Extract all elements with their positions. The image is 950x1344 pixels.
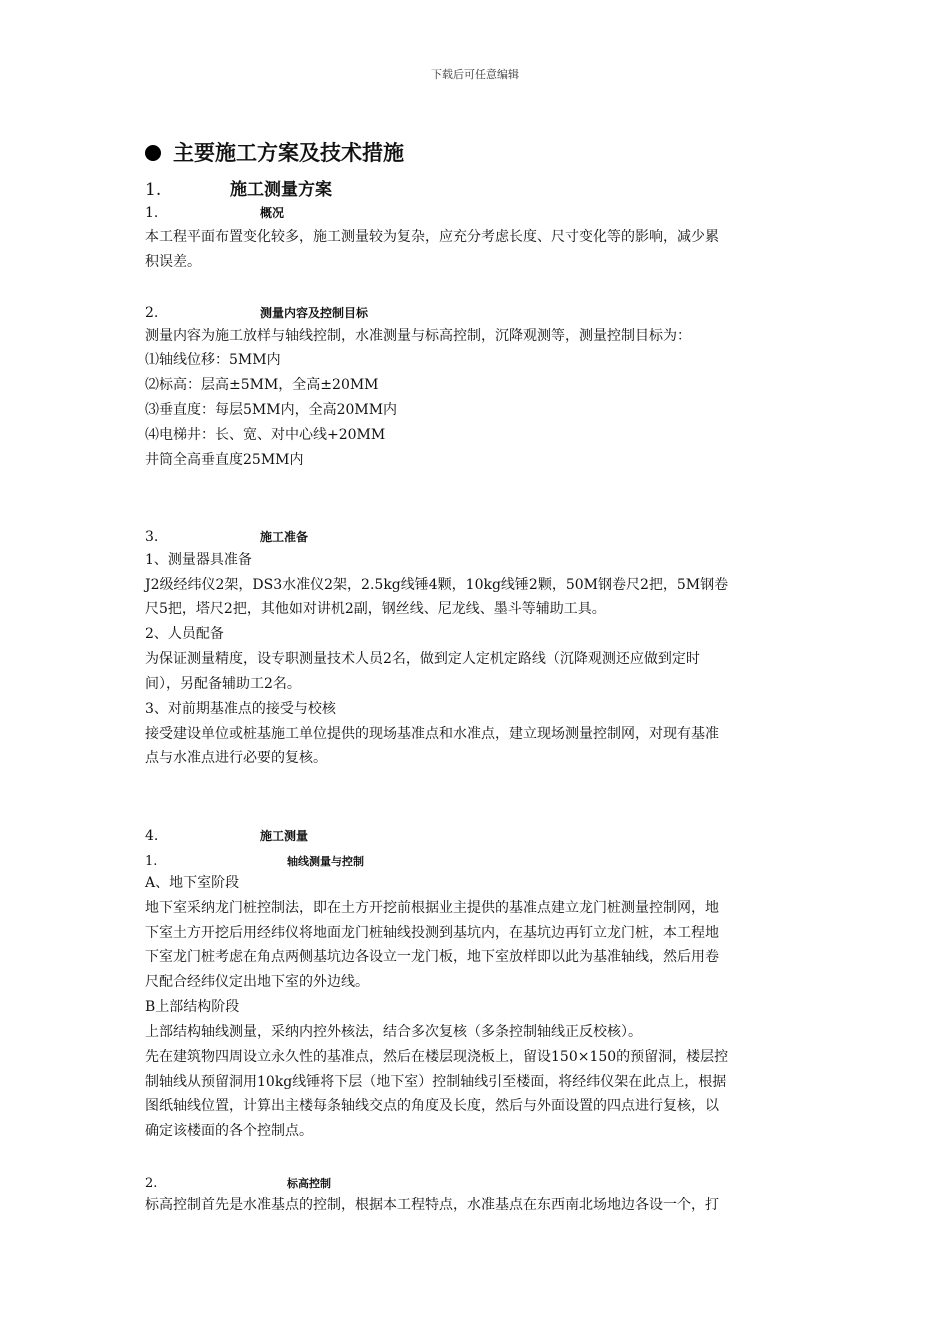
- subsection-title: 轴线测量与控制: [287, 855, 364, 868]
- paragraph-line: J2级经纬仪2架，DS3水准仪2架，2.5kg线锤4颗，10kg线锤2颗，50M钢卷尺2把，5M钢卷: [145, 577, 729, 593]
- paragraph-line: 下室龙门桩考虑在角点两侧基坑边各设立一龙门板，地下室放样即以此为基准轴线，然后用卷: [145, 949, 719, 965]
- paragraph-line: 井筒全高垂直度25MM内: [145, 452, 304, 468]
- paragraph-line: 尺5把，塔尺2把，其他如对讲机2副，钢丝线、尼龙线、墨斗等辅助工具。: [145, 601, 606, 617]
- subsection-number: 1.: [145, 854, 158, 869]
- subsection-number: 1.: [145, 205, 159, 221]
- subsection-title: 施工测量: [260, 829, 309, 843]
- subsection-1-4-heading: [145, 825, 308, 844]
- subsection-1-4-1-heading: [145, 850, 364, 869]
- paragraph-line: 先在建筑物四周设立永久性的基准点，然后在楼层现浇板上，留设150×150的预留洞，楼层控: [145, 1049, 729, 1065]
- paragraph-line: 地下室采纳龙门桩控制法，即在土方开挖前根据业主提供的基准点建立龙门桩测量控制网，地: [145, 900, 719, 916]
- subsection-title: 测量内容及控制目标: [260, 306, 369, 320]
- list-item: ⑷电梯井：长、宽、对中心线+20MM: [145, 427, 386, 443]
- list-item: ⑴轴线位移：5MM内: [145, 352, 281, 368]
- paragraph-line: 尺配合经纬仪定出地下室的外边线。: [145, 974, 369, 990]
- bullet-icon: [145, 145, 161, 161]
- paragraph-line: 积误差。: [145, 254, 201, 270]
- subsection-title: 标高控制: [287, 1177, 331, 1190]
- paragraph-line: 接受建设单位或桩基施工单位提供的现场基准点和水准点，建立现场测量控制网，对现有基准: [145, 726, 719, 742]
- paragraph-line: 2、人员配备: [145, 626, 224, 642]
- paragraph-line: B上部结构阶段: [145, 999, 240, 1015]
- subsection-title: 施工准备: [260, 530, 309, 544]
- paragraph-line: 测量内容为施工放样与轴线控制，水准测量与标高控制，沉降观测等，测量控制目标为：: [145, 328, 691, 344]
- subsection-number: 3.: [145, 529, 159, 545]
- list-item: ⑵标高：层高±5MM，全高±20MM: [145, 377, 379, 393]
- subsection-1-3-heading: [145, 526, 308, 545]
- section-1-heading: [145, 175, 332, 200]
- page-header: 下载后可任意编辑: [431, 68, 519, 81]
- paragraph-line: 3、对前期基准点的接受与校核: [145, 701, 336, 717]
- list-item: ⑶垂直度：每层5MM内，全高20MM内: [145, 402, 398, 418]
- paragraph-line: 图纸轴线位置，计算出主楼每条轴线交点的角度及长度，然后与外面设置的四点进行复核，以: [145, 1098, 719, 1114]
- subsection-title: 概况: [260, 206, 285, 220]
- paragraph-line: A、地下室阶段: [145, 875, 240, 891]
- document-title-text: 主要施工方案及技术措施: [173, 141, 404, 165]
- subsection-number: 4.: [145, 828, 159, 844]
- paragraph-line: 上部结构轴线测量，采纳内控外核法，结合多次复核（多条控制轴线正反校核）。: [145, 1024, 642, 1040]
- section-title: 施工测量方案: [230, 180, 332, 200]
- paragraph-line: 1、测量器具准备: [145, 552, 252, 568]
- subsection-number: 2.: [145, 305, 159, 321]
- paragraph-line: 下室土方开挖后用经纬仪将地面龙门桩轴线投测到基坑内，在基坑边再钉立龙门桩，本工程地: [145, 925, 719, 941]
- paragraph-line: 本工程平面布置变化较多，施工测量较为复杂，应充分考虑长度、尺寸变化等的影响，减少累: [145, 229, 719, 245]
- paragraph-line: 制轴线从预留洞用10kg线锤将下层（地下室）控制轴线引至楼面，将经纬仪架在此点上，根据: [145, 1074, 727, 1090]
- document-title: [145, 137, 404, 167]
- paragraph-line: 间），另配备辅助工2名。: [145, 676, 301, 692]
- paragraph-line: 标高控制首先是水准基点的控制，根据本工程特点，水准基点在东西南北场地边各设一个，打: [145, 1197, 719, 1213]
- subsection-1-1-heading: [145, 202, 284, 221]
- paragraph-line: 点与水准点进行必要的复核。: [145, 750, 327, 766]
- subsection-number: 2.: [145, 1176, 158, 1191]
- subsection-1-4-2-heading: [145, 1172, 331, 1191]
- paragraph-line: 确定该楼面的各个控制点。: [145, 1123, 313, 1139]
- subsection-1-2-heading: [145, 302, 368, 321]
- paragraph-line: 为保证测量精度，设专职测量技术人员2名，做到定人定机定路线（沉降观测还应做到定时: [145, 651, 700, 667]
- section-number: 1.: [145, 180, 162, 200]
